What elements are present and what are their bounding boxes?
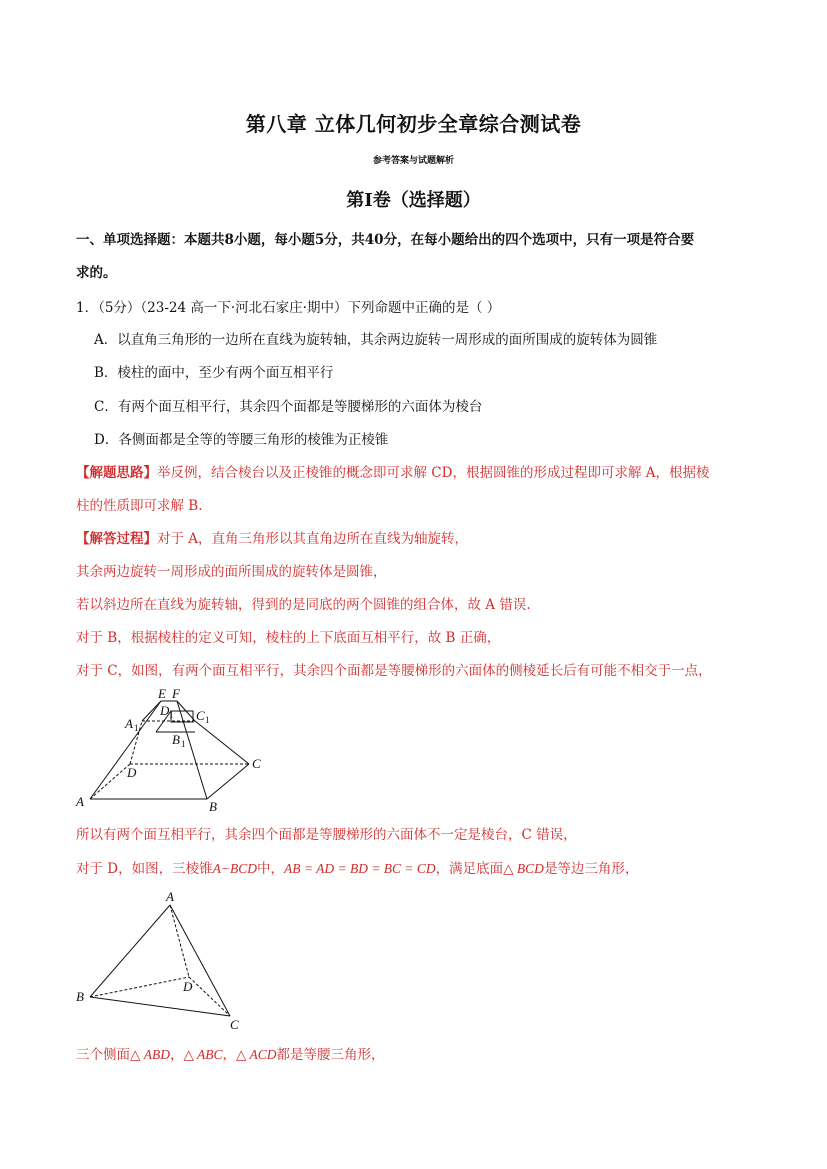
question-1-option-c: C．有两个面互相平行，其余四个面都是等腰梯形的六面体为棱台 — [94, 399, 483, 415]
part-title: 第Ⅰ卷（选择题） — [346, 190, 481, 211]
section-heading-line-1: 一、单项选择题：本题共8小题，每小题5分，共40分，在每小题给出的四个选项中，只有一项是符合要 — [76, 232, 695, 248]
last-sep-2: ， — [222, 1047, 237, 1063]
edge-b-c — [90, 997, 230, 1016]
d-text-mid2: ，满足底面 — [435, 861, 504, 877]
label-c1-sub: 1 — [205, 715, 210, 725]
d-math-triangle: △ BCD — [503, 861, 544, 876]
label-a1-sub: 1 — [134, 723, 139, 733]
edge-d-c — [189, 977, 230, 1016]
solution-process-line-1 — [76, 527, 756, 547]
d-text-post: 是等边三角形， — [543, 861, 639, 877]
solution-process-line-2: 其余两边旋转一周形成的面所围成的旋转体是圆锥， — [76, 564, 387, 580]
section-heading-line-2: 求的。 — [76, 265, 117, 281]
question-1-option-b: B．棱柱的面中，至少有两个面互相平行 — [94, 365, 334, 381]
edge-a1-e — [142, 701, 161, 721]
last-sep-1: ， — [170, 1047, 184, 1063]
solution-after-figure-1: 所以有两个面互相平行，其余四个面都是等腰梯形的六面体不一定是棱台，C 错误， — [76, 827, 577, 843]
d-math-equation: AB = AD = BD = BC = CD — [283, 861, 436, 876]
document-title: 第八章 立体几何初步全章综合测试卷 — [245, 112, 582, 136]
label-b1-sub: 1 — [181, 739, 186, 749]
question-1-option-d: D．各侧面都是全等的等腰三角形的棱锥为正棱锥 — [94, 432, 389, 448]
label-a: A — [76, 794, 84, 809]
figure-tetrahedron — [70, 890, 250, 1035]
label-b1: B — [172, 732, 180, 747]
document-subtitle: 参考答案与试题解析 — [372, 156, 454, 166]
solution-idea-line-2: 柱的性质即可求解 B. — [76, 498, 203, 514]
last-math-abc: △ ABC — [183, 1047, 223, 1062]
solution-option-d-line — [76, 857, 756, 877]
label-a1: A — [125, 716, 133, 731]
solution-idea-text: 举反例，结合棱台以及正棱锥的概念即可求解 CD，根据圆锥的形成过程即可求解 A，根据棱 — [157, 465, 710, 481]
edge-a-b — [90, 905, 170, 997]
label-c1: C — [196, 708, 205, 723]
solution-process-line-4: 对于 B，根据棱柱的定义可知，棱柱的上下底面互相平行，故 B 正确， — [76, 630, 501, 646]
label-b: B — [209, 799, 217, 814]
label-d1: D — [160, 703, 170, 718]
label-a: A — [166, 890, 174, 904]
d-text-mid: 中， — [256, 861, 284, 877]
solution-last-line — [76, 1043, 756, 1063]
label-e: E — [158, 686, 166, 701]
last-math-acd: △ ACD — [236, 1047, 277, 1062]
solution-idea-tag: 【解题思路】 — [76, 465, 157, 481]
label-d1-sub: 1 — [169, 710, 174, 720]
solution-process-line-5: 对于 C，如图，有两个面互相平行，其余四个面都是等腰梯形的六面体的侧棱延长后有可能不相交于一点， — [76, 663, 712, 679]
solution-process-line-3: 若以斜边所在直线为旋转轴，得到的是同底的两个圆锥的组合体，故 A 错误. — [76, 597, 531, 613]
label-c: C — [252, 756, 261, 771]
edge-a-d — [90, 764, 130, 799]
solution-process-text: 对于 A，直角三角形以其直角边所在直线为轴旋转， — [157, 531, 469, 547]
edge-a-d — [170, 905, 189, 977]
edge-a-c — [170, 905, 230, 1016]
last-math-abd: △ ABD — [130, 1047, 170, 1062]
edge-b-c — [207, 764, 249, 799]
last-text-pre: 三个侧面 — [76, 1047, 130, 1063]
figure-hexahedron — [70, 684, 270, 816]
d-text-pre: 对于 D，如图，三棱锥 — [76, 861, 213, 877]
solution-process-tag: 【解答过程】 — [76, 531, 157, 547]
edge-c-c1 — [195, 721, 249, 764]
question-1-option-a: A．以直角三角形的一边所在直线为旋转轴，其余两边旋转一周形成的面所围成的旋转体为圆锥 — [94, 332, 658, 348]
d-math-tetra: A−BCD — [212, 861, 257, 876]
label-f: F — [172, 686, 180, 701]
question-1-stem: 1．（5分）（23-24 高一下·河北石家庄·期中）下列命题中正确的是（ ） — [76, 300, 501, 316]
label-c: C — [230, 1017, 239, 1032]
solution-idea-line-1 — [76, 461, 756, 481]
label-b: B — [76, 989, 84, 1004]
last-text-post: 都是等腰三角形， — [276, 1047, 385, 1063]
label-d: D — [127, 765, 137, 780]
label-d: D — [183, 979, 193, 994]
